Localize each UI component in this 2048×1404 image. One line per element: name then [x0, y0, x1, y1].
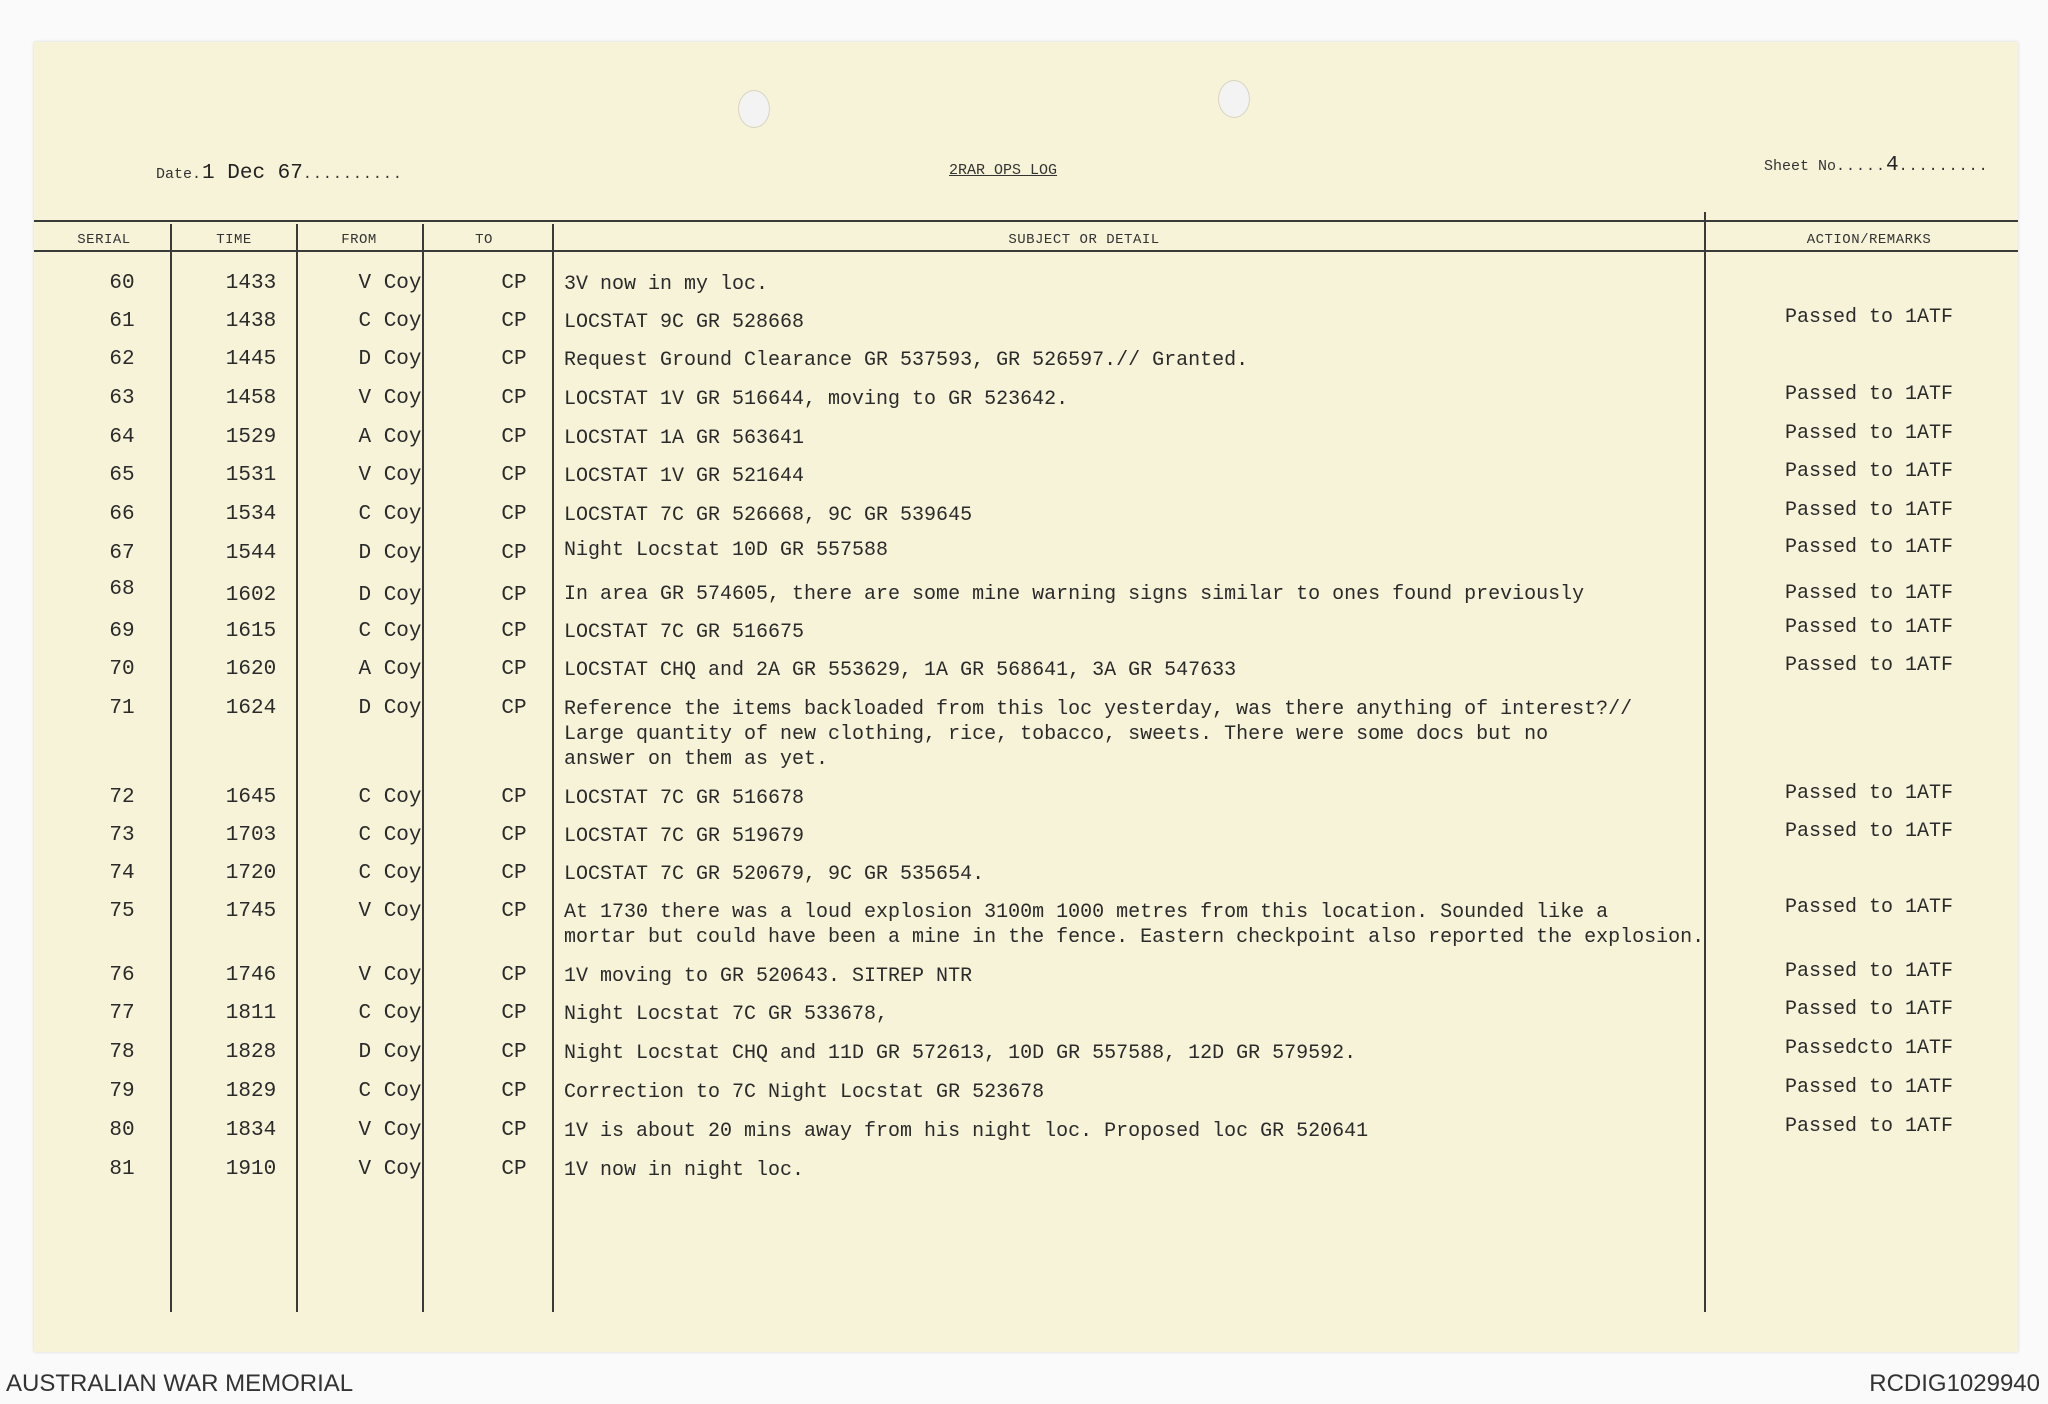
to-cell: CP: [501, 658, 527, 681]
date-label: Date: [156, 166, 193, 183]
detail-cell: LOCSTAT 7C GR 520679, 9C GR 535654.: [564, 863, 985, 886]
from-cell: D Coy: [358, 348, 422, 371]
to-cell: CP: [501, 464, 527, 487]
table-top-rule: [34, 220, 2018, 222]
action-cell: Passed to 1ATF: [1784, 616, 1954, 639]
action-cell: Passed to 1ATF: [1784, 422, 1954, 445]
punch-hole-right: [1218, 80, 1250, 118]
to-cell: CP: [501, 1041, 527, 1064]
detail-cell: LOCSTAT 7C GR 526668, 9C GR 539645: [564, 504, 973, 527]
time-cell: 1746: [225, 964, 277, 987]
time-cell: 1828: [225, 1041, 277, 1064]
from-cell: V Coy: [358, 1158, 422, 1181]
from-cell: C Coy: [358, 1002, 422, 1025]
date-field: Date.1 Dec 67..........: [156, 162, 403, 185]
detail-cell: LOCSTAT CHQ and 2A GR 553629, 1A GR 568641, 3A GR 547633: [564, 659, 1237, 682]
detail-cell: 1V moving to GR 520643. SITREP NTR: [564, 965, 973, 988]
from-cell: V Coy: [358, 272, 422, 295]
from-cell: C Coy: [358, 1080, 422, 1103]
to-cell: CP: [501, 786, 527, 809]
serial-cell: 68: [109, 578, 135, 601]
time-cell: 1834: [225, 1119, 277, 1142]
serial-cell: 73: [109, 824, 135, 847]
time-cell: 1531: [225, 464, 277, 487]
detail-cell: Night Locstat 7C GR 533678,: [564, 1003, 889, 1026]
action-cell: Passed to 1ATF: [1784, 896, 1954, 919]
time-cell: 1811: [225, 1002, 277, 1025]
serial-cell: 61: [109, 310, 135, 333]
time-cell: 1745: [225, 900, 277, 923]
to-cell: CP: [501, 964, 527, 987]
serial-cell: 77: [109, 1002, 135, 1025]
time-cell: 1720: [225, 862, 277, 885]
time-cell: 1829: [225, 1080, 277, 1103]
action-cell: Passed to 1ATF: [1784, 782, 1954, 805]
detail-cell: At 1730 there was a loud explosion 3100m 1000 metres from this location. Sounded like a mortar but could have been a mine in the fence. Eastern checkpoint also reported the explosion.: [564, 901, 1705, 949]
from-cell: D Coy: [358, 542, 422, 565]
detail-cell: Reference the items backloaded from this loc yesterday, was there anything of interest?// Large quantity of new clothing, rice, tobacco, sweets. There were some docs but no answer on them as yet.: [564, 698, 1633, 771]
time-cell: 1458: [225, 387, 277, 410]
serial-cell: 62: [109, 348, 135, 371]
from-cell: C Coy: [358, 824, 422, 847]
to-cell: CP: [501, 387, 527, 410]
time-cell: 1624: [225, 697, 277, 720]
detail-cell: LOCSTAT 1V GR 516644, moving to GR 523642.: [564, 388, 1069, 411]
serial-cell: 69: [109, 620, 135, 643]
to-cell: CP: [501, 584, 527, 607]
log-title: [949, 162, 1057, 179]
log-sheet: [34, 42, 2018, 1352]
detail-cell: Night Locstat 10D GR 557588: [564, 539, 889, 562]
detail-cell: In area GR 574605, there are some mine warning signs similar to ones found previously: [564, 583, 1585, 606]
sheet-number-field: Sheet No.....4.........: [1764, 154, 1989, 177]
detail-cell: LOCSTAT 7C GR 516678: [564, 787, 805, 810]
to-cell: CP: [501, 348, 527, 371]
action-cell: Passed to 1ATF: [1784, 383, 1954, 406]
to-cell: CP: [501, 310, 527, 333]
detail-cell: Correction to 7C Night Locstat GR 523678: [564, 1081, 1045, 1104]
column-divider: [296, 224, 298, 1312]
detail-cell: LOCSTAT 1V GR 521644: [564, 465, 805, 488]
to-cell: CP: [501, 824, 527, 847]
to-cell: CP: [501, 862, 527, 885]
from-cell: D Coy: [358, 1041, 422, 1064]
from-cell: V Coy: [358, 1119, 422, 1142]
serial-cell: 79: [109, 1080, 135, 1103]
from-cell: D Coy: [358, 697, 422, 720]
from-cell: V Coy: [358, 964, 422, 987]
time-cell: 1645: [225, 786, 277, 809]
action-cell: Passed to 1ATF: [1784, 499, 1954, 522]
to-cell: CP: [501, 1080, 527, 1103]
from-cell: V Coy: [358, 387, 422, 410]
serial-cell: 60: [109, 272, 135, 295]
serial-cell: 80: [109, 1119, 135, 1142]
serial-cell: 72: [109, 786, 135, 809]
action-cell: Passed to 1ATF: [1784, 306, 1954, 329]
serial-cell: 76: [109, 964, 135, 987]
to-cell: CP: [501, 503, 527, 526]
serial-cell: 75: [109, 900, 135, 923]
action-cell: Passed to 1ATF: [1784, 1076, 1954, 1099]
sheet-value: 4: [1886, 154, 1899, 177]
from-cell: A Coy: [358, 426, 422, 449]
action-cell: Passedcto 1ATF: [1784, 1037, 1954, 1060]
from-cell: A Coy: [358, 658, 422, 681]
time-cell: 1433: [225, 272, 277, 295]
action-cell: Passed to 1ATF: [1784, 536, 1954, 559]
from-cell: C Coy: [358, 786, 422, 809]
footer-document-id: RCDIG1029940: [1869, 1370, 2040, 1397]
column-divider: [170, 224, 172, 1312]
detail-cell: LOCSTAT 1A GR 563641: [564, 427, 805, 450]
action-cell: Passed to 1ATF: [1784, 960, 1954, 983]
time-cell: 1703: [225, 824, 277, 847]
col-header-time: TIME: [216, 232, 252, 248]
time-cell: 1529: [225, 426, 277, 449]
time-cell: 1620: [225, 658, 277, 681]
from-cell: C Coy: [358, 862, 422, 885]
time-cell: 1615: [225, 620, 277, 643]
serial-cell: 71: [109, 697, 135, 720]
action-cell: Passed to 1ATF: [1784, 820, 1954, 843]
to-cell: CP: [501, 697, 527, 720]
col-header-serial: SERIAL: [77, 232, 131, 248]
time-cell: 1445: [225, 348, 277, 371]
to-cell: CP: [501, 900, 527, 923]
serial-cell: 66: [109, 503, 135, 526]
col-header-to: TO: [475, 232, 493, 248]
time-cell: 1910: [225, 1158, 277, 1181]
action-cell: Passed to 1ATF: [1784, 582, 1954, 605]
detail-cell: LOCSTAT 7C GR 516675: [564, 621, 805, 644]
to-cell: CP: [501, 272, 527, 295]
time-cell: 1534: [225, 503, 277, 526]
detail-cell: LOCSTAT 9C GR 528668: [564, 311, 805, 334]
serial-cell: 67: [109, 542, 135, 565]
time-cell: 1602: [225, 584, 277, 607]
date-value: 1 Dec 67: [202, 162, 303, 185]
detail-cell: 3V now in my loc.: [564, 273, 769, 296]
serial-cell: 63: [109, 387, 135, 410]
action-cell: Passed to 1ATF: [1784, 998, 1954, 1021]
serial-cell: 81: [109, 1158, 135, 1181]
detail-cell: Request Ground Clearance GR 537593, GR 526597.// Granted.: [564, 349, 1249, 372]
serial-cell: 78: [109, 1041, 135, 1064]
time-cell: 1438: [225, 310, 277, 333]
footer-archive-name: AUSTRALIAN WAR MEMORIAL: [6, 1370, 354, 1397]
to-cell: CP: [501, 1002, 527, 1025]
action-cell: Passed to 1ATF: [1784, 460, 1954, 483]
to-cell: CP: [501, 1119, 527, 1142]
action-cell: Passed to 1ATF: [1784, 654, 1954, 677]
detail-cell: LOCSTAT 7C GR 519679: [564, 825, 805, 848]
time-cell: 1544: [225, 542, 277, 565]
detail-cell: 1V now in night loc.: [564, 1159, 805, 1182]
serial-cell: 74: [109, 862, 135, 885]
from-cell: V Coy: [358, 464, 422, 487]
from-cell: C Coy: [358, 503, 422, 526]
to-cell: CP: [501, 542, 527, 565]
log-title-text: 2RAR OPS LOG: [949, 162, 1058, 179]
sheet-label: Sheet No: [1764, 158, 1837, 175]
from-cell: D Coy: [358, 584, 422, 607]
serial-cell: 65: [109, 464, 135, 487]
from-cell: V Coy: [358, 900, 422, 923]
table-header-rule: [34, 250, 2018, 252]
col-header-detail: SUBJECT OR DETAIL: [1008, 232, 1160, 248]
from-cell: C Coy: [358, 310, 422, 333]
to-cell: CP: [501, 1158, 527, 1181]
detail-cell: Night Locstat CHQ and 11D GR 572613, 10D GR 557588, 12D GR 579592.: [564, 1042, 1357, 1065]
serial-cell: 70: [109, 658, 135, 681]
action-cell: Passed to 1ATF: [1784, 1115, 1954, 1138]
to-cell: CP: [501, 426, 527, 449]
col-header-from: FROM: [341, 232, 377, 248]
punch-hole-left: [738, 90, 770, 128]
detail-cell: 1V is about 20 mins away from his night loc. Proposed loc GR 520641: [564, 1120, 1369, 1143]
col-header-action: ACTION/REMARKS: [1806, 232, 1932, 248]
serial-cell: 64: [109, 426, 135, 449]
from-cell: C Coy: [358, 620, 422, 643]
to-cell: CP: [501, 620, 527, 643]
